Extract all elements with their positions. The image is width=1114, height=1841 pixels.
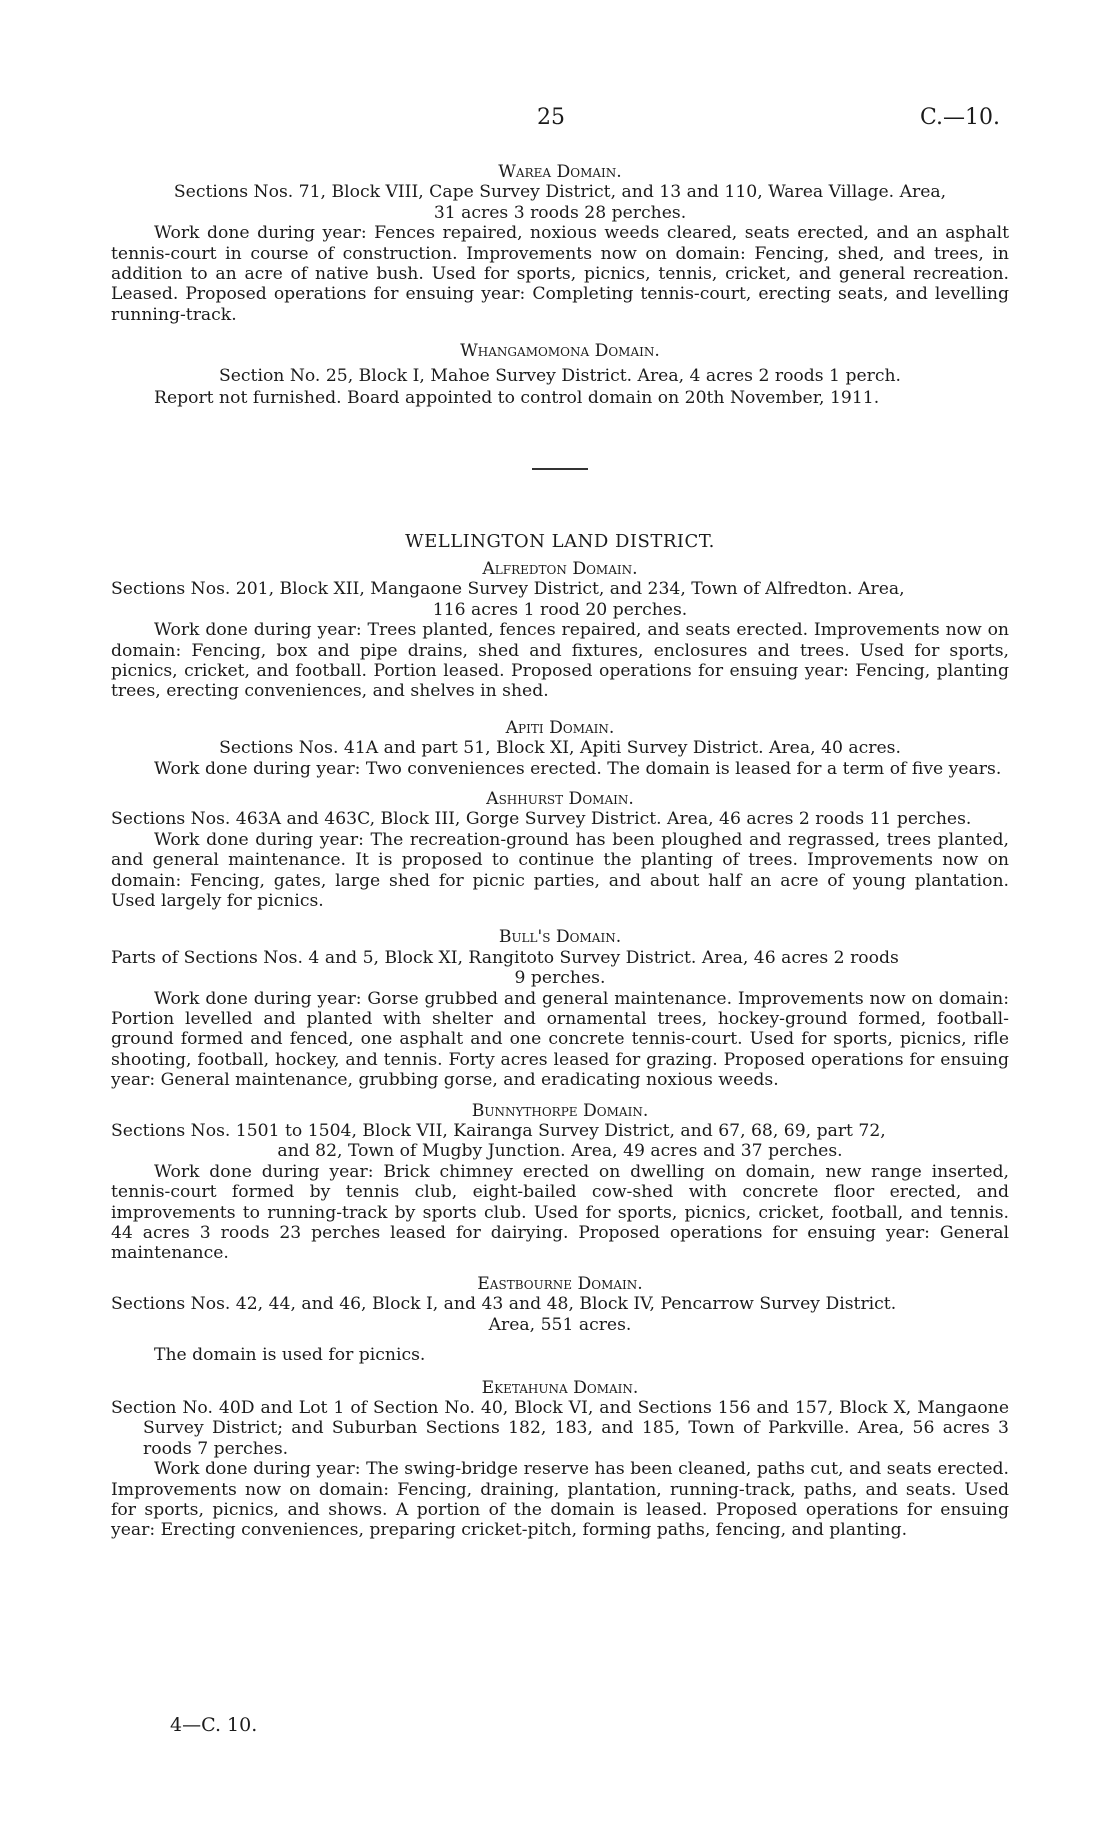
domain-heading: Apiti Domain.: [505, 717, 615, 738]
section-description: Sections Nos. 463A and 463C, Block III, Gorge Survey District. Area, 46 acres 2 roods 11 perches.: [111, 809, 972, 830]
domain-report: Work done during year: Trees planted, fences repaired, and seats erected. Improvements now on domain: Fencing, box and pipe drains, shed and fixtures, enclosures and trees. Used for sports, picnics, cricket, and football. Portion leased. Proposed operations for ensuing year: Fencing, planting trees, erecting conveniences, and shelves in shed.: [111, 620, 1009, 702]
domain-heading: Eastbourne Domain.: [477, 1273, 643, 1294]
section-description-cont: and 82, Town of Mugby Junction. Area, 49 acres and 37 perches.: [277, 1141, 843, 1162]
page-content: [111, 162, 1009, 1541]
section-description: Parts of Sections Nos. 4 and 5, Block XI, Rangitoto Survey District. Area, 46 acres 2 roods: [111, 947, 899, 968]
page-number: 25: [537, 105, 565, 130]
domain-heading: Alfredton Domain.: [482, 558, 638, 579]
section-description: Sections Nos. 41A and part 51, Block XI, Apiti Survey District. Area, 40 acres.: [219, 738, 901, 759]
section-description-cont: Area, 551 acres.: [488, 1314, 632, 1335]
domain-report: Work done during year: Fences repaired, noxious weeds cleared, seats erected, and an asphalt tennis-court in course of construction. Improvements now on domain: Fencing, shed, and trees, in addition to an acre of native bush. Used for sports, picnics, tennis, cricket, and general recreation. Leased. Proposed operations for ensuing year: Completing tennis-court, erecting seats, and levelling running-track.: [111, 223, 1009, 325]
domain-heading: Whangamomona Domain.: [460, 341, 660, 362]
section-description-cont: 116 acres 1 rood 20 perches.: [432, 599, 688, 620]
domain-report: Work done during year: Two conveniences erected. The domain is leased for a term of five years.: [154, 758, 1002, 779]
section-divider: [532, 468, 588, 470]
domain-report: Work done during year: Gorse grubbed and general maintenance. Improvements now on domain: Portion levelled and planted with shelter and ornamental trees, hockey-ground formed, football-ground formed and fenced, one asphalt and one concrete tennis-court. Used for sports, picnics, rifle shooting, football, hockey, and tennis. Forty acres leased for grazing. Proposed operations for ensuing year: General maintenance, grubbing gorse, and eradicating noxious weeds.: [111, 988, 1009, 1091]
domain-report: Work done during year: Brick chimney erected on dwelling on domain, new range inserted, tennis-court formed by tennis club, eight-bailed cow-shed with concrete floor erected, and improvements to running-track by sports club. Used for sports, picnics, cricket, football, and tennis. 44 acres 3 roods 23 perches leased for dairying. Proposed operations for ensuing year: General maintenance.: [111, 1161, 1009, 1264]
section-description: Sections Nos. 1501 to 1504, Block VII, Kairanga Survey District, and 67, 68, 69, part 72,: [111, 1121, 886, 1142]
district-title: WELLINGTON LAND DISTRICT.: [405, 531, 715, 553]
section-description-cont: 9 perches.: [514, 968, 606, 989]
domain-report: The domain is used for picnics.: [154, 1345, 426, 1366]
domain-heading: Ashhurst Domain.: [486, 788, 634, 809]
section-description: Sections Nos. 71, Block VIII, Cape Survey District, and 13 and 110, Warea Village. Area,: [173, 182, 947, 203]
section-description: Section No. 25, Block I, Mahoe Survey District. Area, 4 acres 2 roods 1 perch.: [218, 365, 901, 386]
section-description: Sections Nos. 42, 44, and 46, Block I, and 43 and 48, Block IV, Pencarrow Survey District.: [111, 1294, 897, 1315]
section-description: Section No. 40D and Lot 1 of Section No. 40, Block VI, and Sections 156 and 157, Block X, Mangaone Survey District; and Suburban Sections 182, 183, and 185, Town of Parkville. Area, 56 acres 3 roods 7 perches.: [111, 1397, 1009, 1459]
domain-report: Work done during year: The recreation-ground has been ploughed and regrassed, trees planted, and general maintenance. It is proposed to continue the planting of trees. Improvements now on domain: Fencing, gates, large shed for picnic parties, and about half an acre of young plantation. Used largely for picnics.: [111, 829, 1009, 911]
domain-heading: Eketahuna Domain.: [481, 1377, 639, 1398]
section-description-cont: 31 acres 3 roods 28 perches.: [433, 202, 687, 223]
section-description: Sections Nos. 201, Block XII, Mangaone Survey District, and 234, Town of Alfredton. Area,: [111, 579, 905, 600]
document-reference: C.—10.: [920, 105, 1001, 130]
domain-report: Report not furnished. Board appointed to control domain on 20th November, 1911.: [154, 388, 880, 409]
signature-mark: 4—C. 10.: [170, 1714, 258, 1736]
domain-heading: Bunnythorpe Domain.: [471, 1100, 649, 1121]
domain-heading: Warea Domain.: [498, 162, 622, 182]
domain-heading: Bull's Domain.: [498, 927, 622, 948]
domain-report: Work done during year: The swing-bridge reserve has been cleaned, paths cut, and seats erected. Improvements now on domain: Fencing, draining, plantation, running-track, paths, and seats. Used for sports, picnics, and shows. A portion of the domain is leased. Proposed operations for ensuing year: Erecting conveniences, preparing cricket-pitch, forming paths, fencing, and planting.: [111, 1459, 1009, 1541]
